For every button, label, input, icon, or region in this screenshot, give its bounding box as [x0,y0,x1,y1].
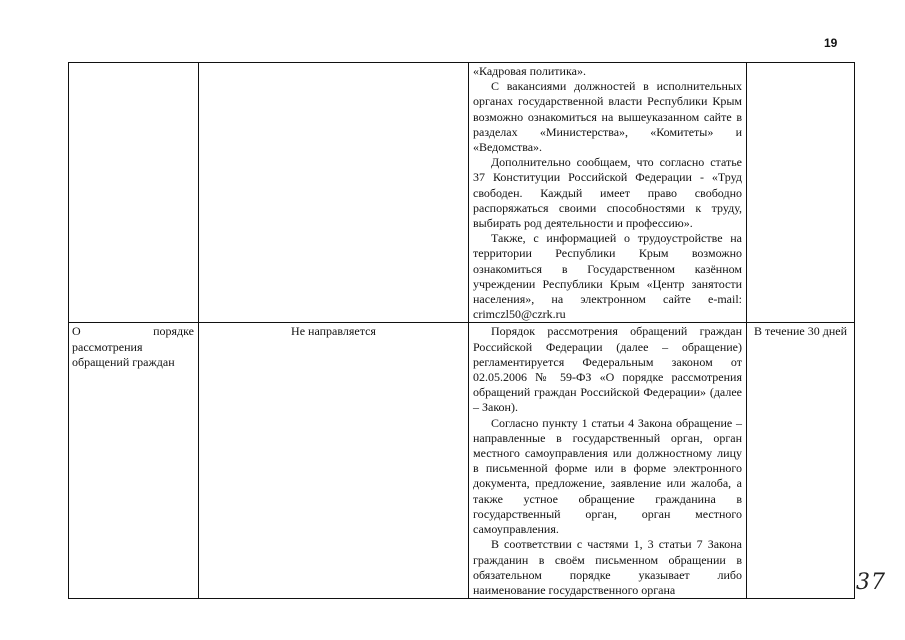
term-text: В течение 30 дней [753,324,848,339]
direction-cell [199,63,469,323]
topic-cell [69,323,199,599]
page-number: 19 [824,36,838,50]
answer-paragraph: В соответствии с частями 1, 3 статьи 7 Закона гражданин в своём письменном обращении в обязательном порядке указывает либо наименование государственного органа [473,537,742,597]
handwritten-page-number: 37 [856,570,886,595]
answer-paragraph: С вакансиями должностей в исполнительных органах государственной власти Республики Крым возможно ознакомиться на вышеуказанном сайте в разделах «Министерства», «Комитеты» и «Ведомства». [473,79,742,155]
answer-paragraph: Дополнительно сообщаем, что согласно статье 37 Конституции Российской Федерации - «Труд свободен. Каждый имеет право свободно распоряжаться своими способностями к труду, выбирать род деятельности и профессию». [473,155,742,231]
topic-word: порядке [153,324,194,339]
answer-paragraph: «Кадровая политика». [473,64,586,78]
term-cell [747,323,855,599]
document-table [68,62,855,599]
direction-cell [199,323,469,599]
topic-word: О [72,324,81,339]
answer-paragraph: Согласно пункту 1 статьи 4 Закона обращение – направленные в государственный орган, орган местного самоуправления или должностному лицу в письменной форме или в форме электронного документа, предложение, заявление или жалоба, а также устное обращение гражданина в государственный орган, орган местного самоуправления. [473,415,742,537]
table-row [69,63,855,323]
term-cell [747,63,855,323]
answer-paragraph: Порядок рассмотрения обращений граждан Российской Федерации (далее – обращение) регламентируется Федеральным законом от 02.05.2006 № 59-ФЗ «О порядке рассмотрения обращений граждан Российской Федерации» (далее – Закон). [473,324,742,415]
topic-cell [69,63,199,323]
answer-cell [469,63,747,323]
table-row [69,323,855,599]
answer-paragraph: Также, с информацией о трудоустройстве на территории Республики Крым возможно ознакомиться в Государственном казённом учреждении Республики Крым «Центр занятости населения», на электронном сайте e-mail: crimczl50@czrk.ru [473,231,742,322]
topic-text: рассмотрения обращений граждан [72,339,175,369]
answer-cell [469,323,747,599]
direction-text: Не направляется [291,324,376,339]
